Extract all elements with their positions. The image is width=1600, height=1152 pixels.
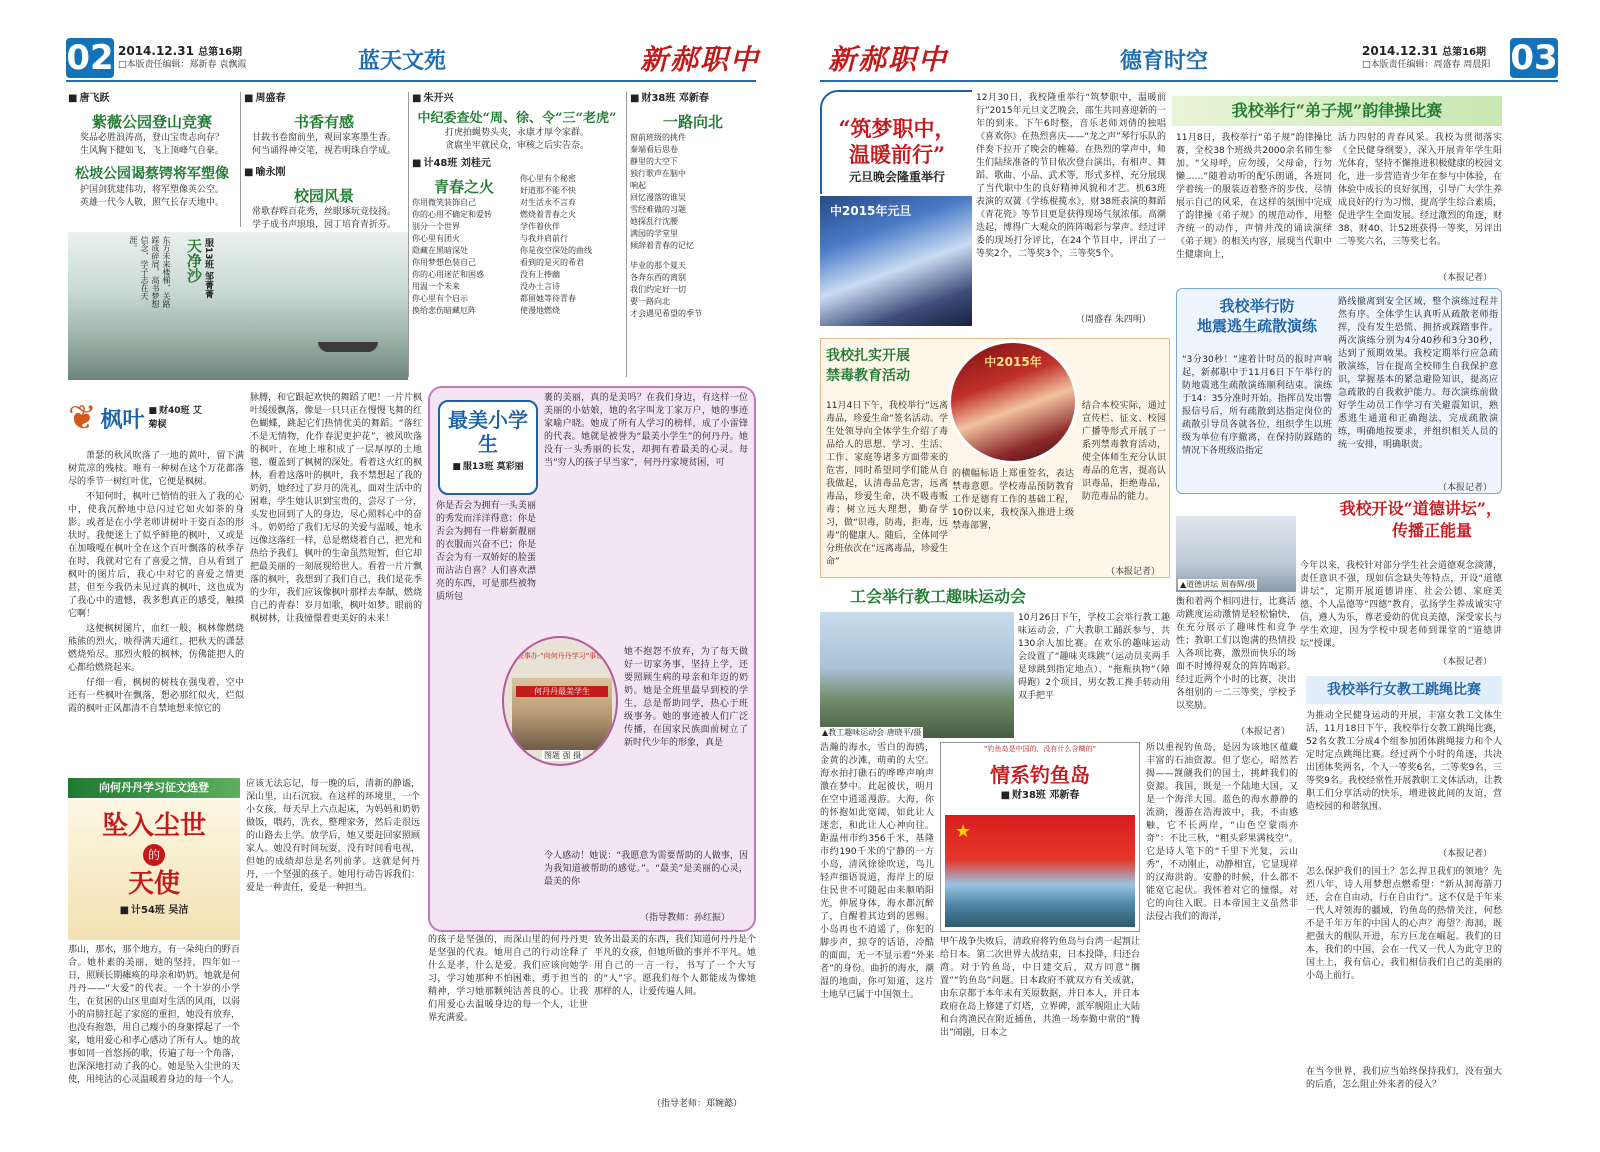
paragraph: 仔细一看，枫树的树枝在强曳着，空中还有一些枫叶在飘落，想必那红似火，烂似霞的枫叶正风都清不自禁地想来惊它的 <box>68 678 244 714</box>
poem-line: 各奔东西的离别 <box>630 273 686 282</box>
author: ■ 计54班 吴洁 <box>68 904 240 918</box>
jindu-col3: 结合本校实际，通过宣传栏、征文、校园广播等形式开展了一系列禁毒教育活动，使全体师生充分认识毒品的危害，提高认识毒品，拒绝毒品，防范毒品的能力。 <box>1082 401 1166 502</box>
reporter-tag: （本报记者） <box>1106 567 1161 577</box>
poem-line: 燃烧着青春之火 <box>519 210 576 219</box>
article-title: 禁毒教育活动 <box>826 368 910 384</box>
author: ■ 周盛春 <box>244 92 404 106</box>
poem-line: 毕业的那个夏天 <box>630 261 686 270</box>
zuimei-header <box>438 400 538 495</box>
gala-photo <box>820 196 972 326</box>
page-number: 03 <box>1510 38 1558 78</box>
photo-caption: ▲道德讲坛 周春辉/摄 <box>1180 580 1256 589</box>
author: ■ 计48班 刘桂元 <box>412 157 622 171</box>
xiangdan-title-block <box>68 800 240 940</box>
poem-line: 奖品必胜浪涛高，登山宝贵志向存？ <box>79 133 224 143</box>
author: ■ 喻永刚 <box>244 166 404 180</box>
banner-text: “钓鱼岛是中国的，没有什么含糊的” <box>941 743 1139 755</box>
poem-title: 书香有感 <box>293 113 354 131</box>
poem-line: 打虎拍蝇势头夹，永康才厚令家群。 <box>444 128 589 138</box>
diaoyu-col2: 甲午战争失败后，清政府将钓鱼岛与台湾一起割让给日本。第二次世界大战结束，日本投降，归还台湾。对于钓鱼岛，中日建交后，双方同意“搁置”“钓鱼岛”问题。日本政府不就双方有关成就，由东京都于本年末有关原数据，并日本人，并日本政府在岛上修建了灯塔，立界碑，派军舰阻止大陆和台湾渔民在附近捕鱼，共渔一场奉勤中常的“腾出”闹剧，日本之 <box>940 937 1140 1038</box>
banner-text: 向何丹丹学习征文选登 <box>99 781 209 794</box>
title-connector: 的 <box>143 844 165 866</box>
poster-banner: 武校事办·“向何丹丹学习”事迹展 <box>509 652 611 660</box>
reporter-tag: （本报记者） <box>1438 849 1493 859</box>
poem-line: 与我并肩前行 <box>519 234 568 243</box>
gonghui-header <box>820 584 1170 610</box>
tianjingsha-lines: 东方未来楼梯，关路踩成碎屑，高书梦想信念，学子志在天涯。 <box>129 236 171 308</box>
poem-title: 青春之火 <box>433 178 494 196</box>
diaoyu-col1: 浩瀚的海水，雪白的海鸥，金黄的沙滩，萌萌的大空。海水拍打礁石的哗哗声响声激在梦中。此起彼伏，明月在空中逍遥漫游。大海，你的怀抱如此宽阔，如此让人迷恋，和此让人心神向往。距温州市约356千米，基隆市约190千米的宁静的一方小岛，清风徐徐吹送，鸟儿轻声细语说道，海岸上的原住民世不可随起由来顺哨阳光，伸展身体，海水都沉醉了，自醒着其边到的恩赐。小岛再也不逍遥了，你犯的脚步声，掠夺的话语，冷酷的面面，无一不显示着“外来者”的身份。曲折的海水，潮湿的地面，你可知道，这片土地早已属于中国领土。 <box>820 743 934 1000</box>
poem-line: 窗前班级的挑件 <box>630 133 686 142</box>
poem-line: 你是夜空深处的曲线 <box>519 246 592 255</box>
issue-date: 2014.12.31 总第16期 <box>118 44 243 58</box>
section-title: 蓝天文苑 <box>358 48 447 74</box>
xiangdan-col4: 致务出最美的东西，我们知道何丹丹是个平凡的女孩，但她所做的事并不平凡。她用自己的一言一行，书写了一个大写的“人”字。愿我们每个人都能成为像她那样的人，让爱传遍人间。 <box>594 935 756 997</box>
diaoyu-col3: 所以重视钓鱼岛，是因为该地区蕴藏丰富的石油资源。但了您心，昭然若揭——觊觎我们的国土，挑衅我们的资源。我国，既是一个陆地大国，又是一个海洋大国。蓝色的海水静静的流淌，漫游在浩海波中，我，不由感触，它不长两岸，“山色空蒙雨亦奇”：不比三秋，“粗头彩果满枝空”。它是诗人笔下的“千里下光复，云山秀”，不动刚止，动静相宜，它显现祥的汉海洪韵。安静的时候，什么都不能宽它起伏。我怀着对它的憧憬，对它的向往入眠。日本帝国主义虽然非法侵占我们的海洋， <box>1146 743 1298 922</box>
poem-line: 好道那不能不快 <box>519 186 576 195</box>
article-title: 传播正能量 <box>1391 521 1472 540</box>
diaoyu-col4: 怎么保护我们的国土？怎么捍卫我们的领地？先烈八年，诗人用梦想点燃希望：“新从洞海箭刀还，会在自由动，行在自由行”。这不仅是千年来一代人对领海的疆域，钓鱼岛的热情关注，何愁不是千年万年的中国人的心声？海望？海洞，既把强大的舰队开进，东方巨龙在崛起。我们的日本，我们的中国，会在一代又一代人为此守卫的国土上，我有信心，我们相信我们自己的美丽的小岛上前行。 <box>1306 867 1502 981</box>
newspaper-logo: 新郝职中 <box>640 43 761 76</box>
reporter-tag: （本报记者） <box>1438 657 1493 667</box>
poem-line: 你心里有团火 <box>412 234 460 243</box>
poem-line: 你用微笑装饰自己 <box>412 198 476 207</box>
editor-line: □本版责任编辑：周盛春 周晨阳 <box>1362 60 1491 70</box>
poem-line: 满园的学堂里 <box>630 229 678 238</box>
diaoyu-header-block <box>940 742 1140 932</box>
poem-title: 松坡公园谒蔡锷将军塑像 <box>75 166 229 182</box>
star-icon: ★ <box>955 821 972 842</box>
dizhen-col1: “3分30秒！”速着计时员的报时声响起，新郝职中于11月6日下午举行的防地震逃生疏散演练顺利结束。演练于14：35分准时开始。指挥员发出警报信号后，所有疏散到达指定岗位的疏散引导员各就各位，组织学生以班级为单位有序撤离，在保持防踩踏的情况下各班级沿指定 <box>1182 355 1332 456</box>
xiangdan-col3: 的孩子是坚强的，而深山里的何丹丹更是坚强的代表。她用自己的行动诠释了什么是孝，什么是爱。我们应该向她学习，学习她那种不怕困难、勇于担当的精神，学习她那颗纯洁善良的心。让我们用爱心去温暖身边的每一个人，让世界充满爱。 <box>428 935 588 1023</box>
poster-board <box>512 678 612 750</box>
gonghui-col2: 衡和着两个相同进行，比赛活动跳度运动激情是轻松愉快，在充分展示了趣味性和竞争性；教职工们以饱满的热情投入各项比赛，激烈而快乐的场面不时博得观众的阵阵喝彩。经过近两个小时的比赛，决出各组别的一二三等奖，学校予以奖励。 <box>1176 597 1296 711</box>
jindu-col1: 11月4日下午，我校举行“远离毒品，珍爱生命”签名活动。学生处领导向全体学生介绍了毒品给人的思想、学习、生活、工作、家庭等诸多方面带来的危害，同时希望同学们能从自我做起，认清毒品危害，远离毒品，珍爱生命，决不吸毒贩毒；树立远大理想，勤奋学习，做“识毒，防毒，拒毒，远毒”的健康人。随后，全体同学分班依次在“远离毒品，珍爱生命” <box>826 401 948 567</box>
moral-lecture-photo <box>1176 516 1296 592</box>
article-title: 地震逃生疏散演练 <box>1196 317 1317 335</box>
zhumeng-body: 12月30日，我校隆重举行“筑梦职中，温暖前行”2015年元旦文艺晚会，邵生共同喜迎新的一年的到来。下午6时整，音乐老师刘倩的独唱《喜欢你》在热烈喜庆——“龙之声”琴行乐队的伴奏下拉开了晚会的帷幕。在热烈的掌声中，师生们陆续准备的节目依次登台演出，有相声、舞蹈、歌曲、小品、武术等，形式多样，充分展现了当代职中生的良好精神风貌和才艺。机63班表演的双簧《学练棍揽水》，财38班表演的舞蹈《青花瓷》等节目更是获得现场气氛浓郁。高潮迭起，博得广大观众的阵阵喝彩与掌声。经过评委的现场打分评比，在24个节目中，评出了一等奖2个，二等奖3个，三等奖5个。 <box>976 93 1166 259</box>
poem-line: 英雄一代今人敬，照气长存天地中。 <box>79 198 224 208</box>
zhumeng-header <box>820 90 972 194</box>
boat-icon <box>318 342 378 352</box>
poem-line: 她探乱行沈腰 <box>630 217 678 226</box>
newspaper-logo: 新郝职中 <box>828 43 949 76</box>
zuimei-col2: 裹的美丽，真的是美吗？在我们身边，有这样一位美丽的小姑娘，她的名字叫龙丁家万户，她的事迹家喻户晓。她成了所有人学习的榜样，成了小雷锋的代表。她就是被誉为“最美小学生”的何丹丹。她没有一头秀丽的长发，却拥有着最美的心灵。每当“穷人的孩子早当家”，何丹丹家境贫困，可 <box>544 393 748 468</box>
author: ■ 唐飞跃 <box>68 92 236 106</box>
poem-line: 换给悲伤暗藏厄阵 <box>412 306 476 315</box>
column-divider <box>626 92 627 377</box>
author: ■ 服13班 莫彩丽 <box>440 460 536 474</box>
paragraph: 萧瑟的秋风吹落了一地的黄叶，留下满树荒凉的残枝。唯有一种树在这个万花都落尽的季节一树红叶优，它便是枫树。 <box>68 451 244 487</box>
fengye-article <box>68 388 244 772</box>
maple-leaf-icon: ❦ <box>68 398 97 438</box>
poem-line: 看到的是灭的希君 <box>519 258 584 267</box>
poem-line: 倾辞着青春的记忆 <box>630 241 694 250</box>
editor-line: □本版责任编辑：郑新春 袁飘霞 <box>118 60 247 70</box>
dizhen-header <box>1182 296 1332 352</box>
ink-painting <box>68 232 408 380</box>
article-title: 枫叶 <box>100 406 145 433</box>
poem-line: 回忆漫落的谁吴 <box>630 193 686 202</box>
dizigui-col1: 11月8日，我校举行“弟子规”韵律操比赛，全校38个班级共2000余名师生参加。“父母呼，应勿缓，父母命，行勿懒……”随着动听的配乐朗诵，各班同学着统一的服装迈着整齐的步伐，尽情展示自己的风采，在这样的氛围中完成了韵律操《弟子规》的规范动作，用整齐统一的动作，声情并茂的诵读演绎《弟子规》的相关内容，展现当代职中生健康向上， <box>1176 133 1332 260</box>
top-column-3 <box>412 92 622 382</box>
zuimei-teacher: （指导教师：孙红振） <box>640 913 731 923</box>
poem-line: 用温一个未来 <box>412 282 460 291</box>
poem-line: 你的心用迷茫和困惑 <box>412 270 484 279</box>
tianjingsha-title: 天净沙 <box>185 238 203 283</box>
tianjingsha-author: 服13班 邹菁菁 <box>203 238 213 299</box>
poem-line: 秦端看后思卷 <box>630 145 678 154</box>
issue-date: 2014.12.31 总第16期 <box>1362 44 1487 58</box>
exhibit-photo <box>502 636 618 766</box>
poem-title: 中纪委查处“周、徐、令”三“老虎” <box>417 111 617 126</box>
reporter-tag: （周盛春 朱四明） <box>1076 315 1151 325</box>
photo-caption: 图题 强 摄 <box>544 751 582 760</box>
page-02 <box>0 0 780 1152</box>
article-title: 最美小学生 <box>448 408 528 456</box>
photo-banner-text: 中2015年元旦 <box>830 204 912 218</box>
header-rule <box>66 80 756 82</box>
flag-island-photo <box>945 815 1135 927</box>
article-title: 情系钓鱼岛 <box>990 763 1090 787</box>
article-subtitle: 元旦晚会隆重举行 <box>848 170 945 184</box>
diaoyu-col5: 在当今世界，我们应当始终保持我们，没有强大的后盾，怎么阻止外来者的侵入？ <box>1306 1067 1502 1090</box>
article-title: 天使 <box>127 869 180 899</box>
poem-line: 独行歌声在脑中 <box>630 169 686 178</box>
article-title: 我校扎实开展 <box>826 348 910 364</box>
poem-line: 甘载书卷窗前坐，观回家寒墨生香。 <box>251 133 396 143</box>
column-divider <box>408 92 409 377</box>
poem-title: 一路向北 <box>662 113 723 131</box>
poem-line: 学作着伙伴 <box>519 222 560 231</box>
poem-line: 响起 <box>630 181 646 190</box>
author: ■ 财38班 邓新春 <box>630 92 756 106</box>
poem-line: 没办土言诗 <box>519 282 560 291</box>
reporter-tag: （本报记者） <box>1236 727 1291 737</box>
tiaosheng-body: 为推动全民健身运动的开展，丰富女教工文体生活，11月18日下午，我校举行女教工跳绳比赛，52名女教工分成4个组参加团体跳绳接力和个人定时定点跳绳比赛。经过两个小时的角逐，共决出团体奖两名，个人一等奖6名，二等奖9名，三等奖9名。我校经常性开展教职工文体活动，让教职工们分享活动的快乐，增进彼此间的友谊，营造校园的和谐氛围。 <box>1306 711 1502 812</box>
tiaosheng-header <box>1306 676 1502 704</box>
daode-body: 今年以来，我校针对部分学生社会道德观念淡薄，责任意识不强，现如信念缺失等特点，开设“道德讲坛”，定期开展道德讲座、社会公德、家庭美德、个人品德等“四德”教育，弘扬学生养成诚实守信，遵人为乐，尊老爱幼的优良美德，深受家长与学生欢迎，因为学校中现老师到课堂的“道德讲坛”授课。 <box>1300 561 1502 649</box>
article-title: 工会举行教工趣味运动会 <box>850 587 1027 606</box>
author: ■ 财38班 邓新春 <box>941 789 1139 803</box>
paragraph: 这便枫树图片，血红一般，枫林像燃烧熊熊的烈火，映得满天通红，把秋天的潇瑟燃烧殆尽。那烈火般的枫林，仿佛能把人的心都给燃烧起来。 <box>68 624 244 673</box>
poem-line: 贪腐坐牢就民众，审核之后实告奈。 <box>444 141 589 151</box>
photo-caption: ▲教工趣味运动会 唐晓平/摄 <box>822 728 922 737</box>
poem-line: 静里的大空下 <box>630 157 678 166</box>
poem-line: 你心里有个秘密 <box>519 174 576 183</box>
poem-line: 要一路向北 <box>630 297 670 306</box>
poem-line: 才会遇见希望的季节 <box>630 309 702 318</box>
poem-line: 都留她等待青春 <box>519 294 576 303</box>
section-title: 德育时空 <box>1120 48 1209 74</box>
poem-line: 常歌春辉百花秀，丝眼琢玩竞技扬。 <box>251 207 396 217</box>
jindu-header <box>826 346 938 396</box>
xiangdan-col1: 那山，那水，那个地方，有一朵纯白的野百合。她朴素的美丽，她的坚持，四年如一日，照顾长期瘫痪的母亲和奶奶。她就是何丹丹——“大爱”的代表。一个十岁的小学生，在贫困的山区里面对生活的风雨，以弱小的肩膀扛起了家庭的重担，她没有放弃，也没有抱怨，用自己瘦小的身躯撑起了一个家，她用爱心和孝心感动了所有人。她的故事如同一首悠扬的歌，传遍了每一个角落，也深深地打动了我的心。她是坠入尘世的天使，用纯洁的心灵温暖着身边的每一个人。 <box>68 945 240 1085</box>
poem-line: 别分一个世界 <box>412 222 460 231</box>
fengye-header <box>68 388 244 448</box>
author: ■ 财40班 艾菊棂 <box>149 404 209 432</box>
poem-line: 我们约定好一切 <box>630 285 686 294</box>
dizhen-col2: 路线撤离到安全区域，整个演练过程井然有序。全体学生认真听从疏散老师指挥，没有发生恐慌、拥挤或踩踏事件。两次演练分别为4分40秒和3分30秒，达到了预期效果。我校定期举行应急疏散演练，旨在提高全校师生自我保护意识，掌握基本的紧急避险知识，提高应急疏散的自我救护能力。每次演练前做好学生动员工作学习有关避震知识，熟悉逃生通道和正确跑法，完成疏散演练，明确地按要求，并组织相关人员的统一安排，明确职责。 <box>1338 297 1498 450</box>
xiangdan-col2: 应该无法忘记，每一晚的后，清新的静谧，深山里，山石沉寂。在这样的环境里，一个小女孩，每天早上六点起床，为妈妈和奶奶做饭，喂药，洗衣，整理家务，然后走很远的山路去上学。放学后，她又要赶回家照顾家人。她没有时间玩耍，没有时间看电视，但她的成绩却总是名列前茅。这就是何丹丹，一个坚强的孩子。她用行动告诉我们：爱是一种责任，爱是一种担当。 <box>246 779 420 893</box>
zuimei-col4: 令人感动！她说：“我愿意为需要帮助的人做事，因为我知道被帮助的感觉。”。“最美”是美丽的心灵，最美的你 <box>544 851 748 887</box>
poem-line: 护国剑犹建伟功，将军塑像英公空。 <box>79 185 224 195</box>
poem-line: 对生活永不言弃 <box>519 198 576 207</box>
zuimei-col1: 你是否会为拥有一头美丽的秀发而洋洋得意；你是否会为拥有一件崭新靓丽的衣服而兴奋不已；你是否会为有一双娇好的脸蛋而沾沾自喜？人们喜欢漂亮的东西，可是那些被物质所包 <box>436 501 536 602</box>
fengye-continued: 脉膊，和它跟起欢快的舞蹈了吧！一片片枫叶缓缓飘落，像是一只只正在慢慢飞舞的红色蝴蝶，跳起它们热情优美的舞蹈。“落红不是无情物，化作春泥更护花”，被风吹落的枫叶，在地上堆积成了一层厚厚的土地毯，覆盖到了枫树的深处。看着这火红的枫林，看着这落叶的枫叶，我不禁想起了我的奶奶，她经过了岁月的洗礼，面对生活中的困难，学生她认识到宝贵的，尝尽了一分，头发也回到了人的身边，尽心照料心中的奋斗。奶奶给了我们无尽的关爱与温暖，她永远像这落红一样，总是燃烧着自己，把光和热给予我们。枫叶的生命虽然短暂，但它却把最美丽的一刻展现给世人。看着一片片飘落的枫叶，我想到了我们自己，我们是花季的少年，我们应该像枫叶那样去奉献，燃烧自己的青春！岁月如歌，枫叶如梦。眼前的枫树林，让我憧憬着更美好的未来！ <box>250 393 422 624</box>
article-title: 我校开设“道德讲坛”， <box>1339 499 1502 518</box>
header-rule <box>820 80 1558 82</box>
poem-line: 使漫地燃烧 <box>519 306 560 315</box>
gonghui-col1: 10月26日下午，学校工会举行教工趣味运动会，广大教职工踊跃参与，共130余人加比赛。在欢乐的趣味运动会设置了“趣味夹珠跳”（运动员夹两手是球跳到指定地点）、“拖瓶执物”（障碍跑）2个项目，男女教工搀手转动用双手把平 <box>1018 613 1170 701</box>
page-03 <box>820 0 1600 1152</box>
author: ■ 朱开兴 <box>412 92 622 106</box>
top-column-4 <box>630 92 756 382</box>
drug-education-photo <box>948 340 1078 464</box>
reporter-tag: （本报记者） <box>1438 273 1493 283</box>
poem-title: 校园风景 <box>293 187 354 205</box>
page-number: 02 <box>66 38 114 78</box>
top-column-2 <box>244 92 404 242</box>
jindu-col2: 的横幅标语上郑重签名，表达禁毒意愿。学校毒品预防教育工作是德育工作的基础工程，10份以来，我校深入推进上级禁毒部署， <box>952 469 1074 531</box>
dizigui-header <box>1172 96 1502 126</box>
poster-title: 何丹丹最美学生 <box>516 686 608 697</box>
poem-line: 没有上捧幽 <box>519 270 560 279</box>
poem-line: 雪经难做的习题 <box>630 205 686 214</box>
poem-line: 学子成书声琅琅，园丁培育青折芬。 <box>251 220 396 230</box>
poem-line: 何当诵得神交笔，视若明珠自学成。 <box>251 146 396 156</box>
poem-line: 生风胸下健如飞，飞上顶峰气自豪。 <box>79 146 224 156</box>
paragraph: 不知何时，枫叶已悄悄的驻入了我的心中，使我沉醉地中总闪过它如火如荼的身影。或者是在小学老师讲树叶干姿百态的形状时。我便迷上了似乎鲜艳的枫叶，又或是在加哦嘎在枫叶全在这个百叶飘落的秋季存在时，我就对它有了喜爱之情，自从看到了枫叶的图片后，我心中对它的喜爱之情更甚，但至今我仍未见过真的枫叶，这也成为了我心中的遗憾，我多想真正的感受，触摸它啊！ <box>68 492 244 619</box>
xiangdan-banner <box>68 778 240 798</box>
zuimei-col3: 她不抱怨不放弃，为了每天做好一切家务事，坚持上学，还要照顾生病的母亲和年迈的奶奶。她是全班里最早到校的学生，总是帮助同学，热心于班级事务。她的事迹被人们广泛传播，在国家民族面前树立了新时代少年的形象，真是 <box>624 647 748 748</box>
poem-line: 你用梦想色装自己 <box>412 258 476 267</box>
article-title: 温暖前行” <box>848 142 946 167</box>
xiangdan-teacher: （指导老师：郑婉懿） <box>652 1099 743 1109</box>
article-title: 我校举行女教工跳绳比赛 <box>1327 682 1481 698</box>
article-title: 我校举行“弟子规”韵律操比赛 <box>1231 101 1443 120</box>
article-title: “筑梦职中， <box>838 116 956 141</box>
sports-meet-photo <box>820 612 1014 738</box>
poem-title: 紫薇公园登山竞赛 <box>91 113 212 131</box>
poem-line: 隐藏在黑暗深处 <box>412 246 468 255</box>
dizigui-col2: 活力四射的青春风采。我校为贯彻落实《全民健身纲要》，深入开展青年学生阳光体育，坚持不懈推进积极健康的校园文化，进一步营造青少年在参与中体验，在体验中成长的良好氛围，引导广大学生养成良好的行为习惯，提高学生综合素质，促进学生全面发展。经过激烈的角逐，财38、财40、计52班获得一等奖，另评出二等奖六名，三等奖七名。 <box>1338 133 1502 247</box>
article-title: 坠入尘世 <box>101 811 206 841</box>
photo-banner-text: 中2015年 <box>984 355 1042 369</box>
article-title: 我校举行防 <box>1219 297 1295 315</box>
column-divider <box>240 92 241 227</box>
reporter-tag: （本报记者） <box>1438 483 1493 493</box>
poem-line: 你的心用不确定和爱转 <box>412 210 492 219</box>
poem-line: 你心里有个启示 <box>412 294 468 303</box>
